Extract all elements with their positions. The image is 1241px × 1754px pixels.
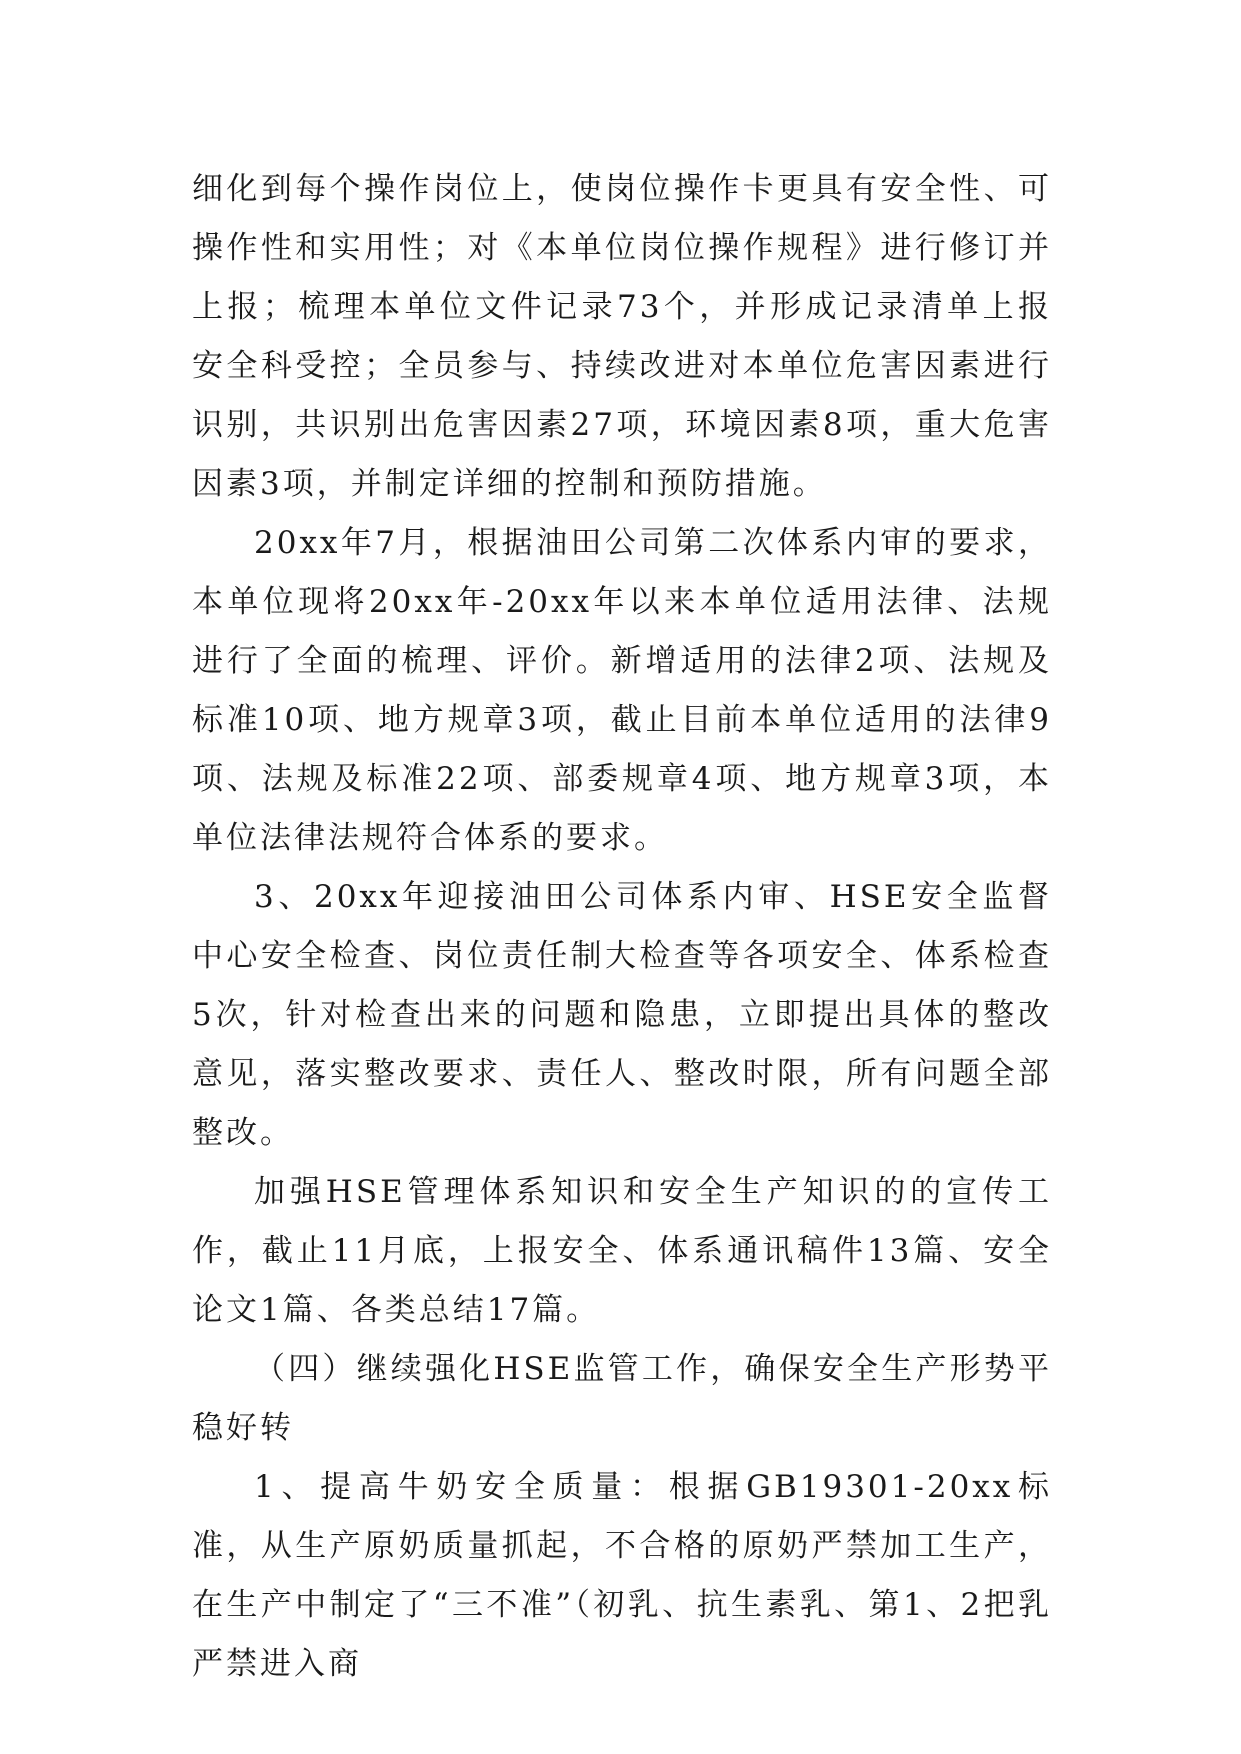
paragraph-1: 细化到每个操作岗位上，使岗位操作卡更具有安全性、可操作性和实用性；对《本单位岗位操作规程》进行修订并上报；梳理本单位文件记录73个，并形成记录清单上报安全科受控；全员参与、持续改进对本单位危害因素进行识别，共识别出危害因素27项，环境因素8项，重大危害因素3项，并制定详细的控制和预防措施。 — [192, 171, 1052, 502]
document-body — [192, 160, 1052, 1694]
section-heading-4: （四）继续强化HSE监管工作，确保安全生产形势平稳好转 — [192, 1351, 1052, 1446]
paragraph-2: 20xx年7月，根据油田公司第二次体系内审的要求，本单位现将20xx年-20xx年以来本单位适用法律、法规进行了全面的梳理、评价。新增适用的法律2项、法规及标准10项、地方规章3项，截止目前本单位适用的法律9项、法规及标准22项、部委规章4项、地方规章3项，本单位法律法规符合体系的要求。 — [192, 525, 1052, 856]
paragraph-4: 加强HSE管理体系知识和安全生产知识的的宣传工作，截止11月底，上报安全、体系通讯稿件13篇、安全论文1篇、各类总结17篇。 — [192, 1174, 1052, 1328]
paragraph-3: 3、20xx年迎接油田公司体系内审、HSE安全监督中心安全检查、岗位责任制大检查等各项安全、体系检查5次，针对检查出来的问题和隐患，立即提出具体的整改意见，落实整改要求、责任人、整改时限，所有问题全部整改。 — [192, 879, 1052, 1151]
paragraph-5: 1、提高牛奶安全质量：根据GB19301-20xx标准，从生产原奶质量抓起，不合格的原奶严禁加工生产，在生产中制定了“三不准”（初乳、抗生素乳、第1、2把乳严禁进入商 — [192, 1469, 1052, 1682]
